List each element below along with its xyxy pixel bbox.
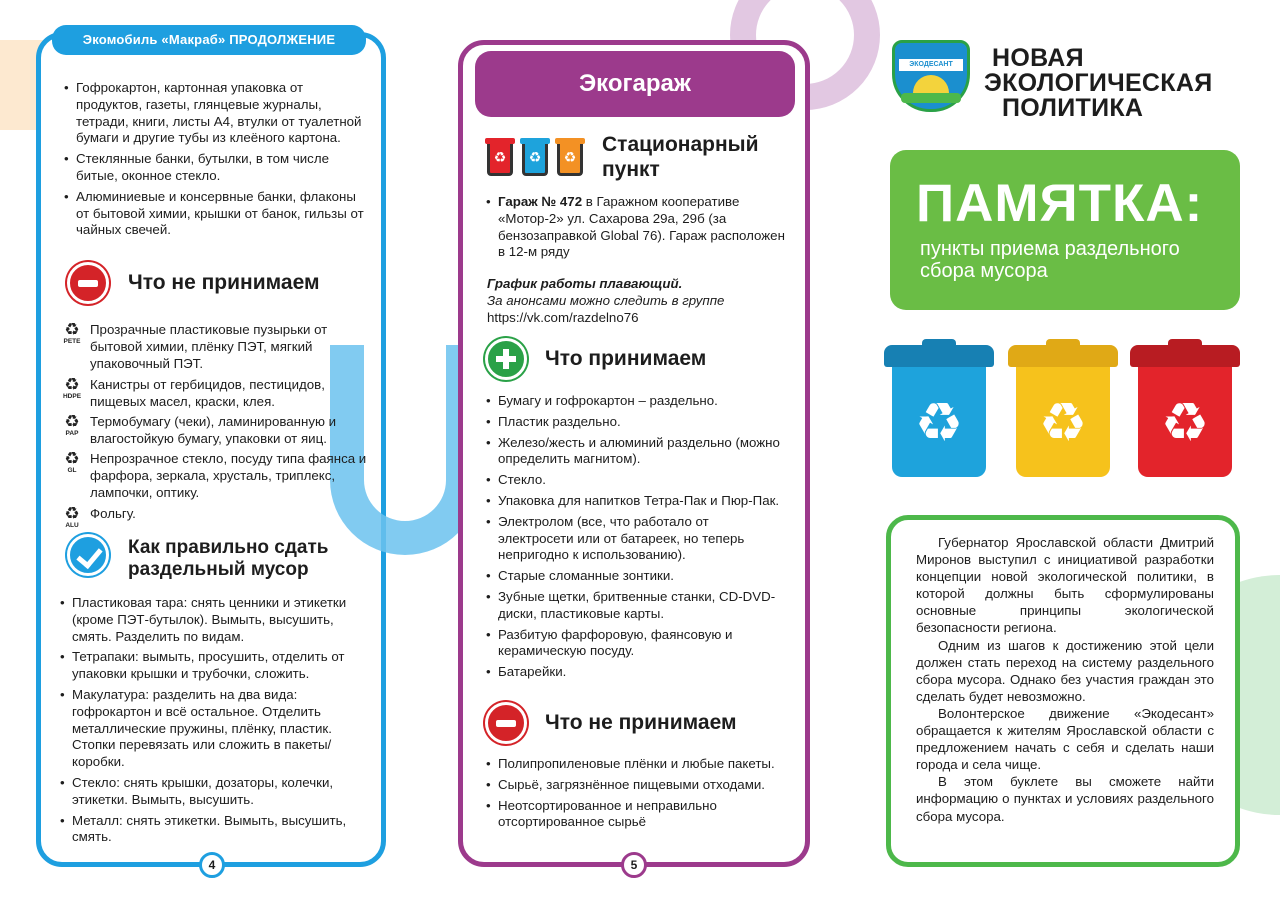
new-eco-policy-logo: НОВАЯ ЭКОЛОГИЧЕСКАЯ ПОЛИТИКА	[984, 44, 1213, 122]
list-item: • Алюминиевые и консервные банки, флаконы от бытовой химии, крышки от банок, гильзы от чайных свечей.	[64, 189, 364, 239]
page-number: 5	[621, 852, 647, 878]
page-4-tab: Экомобиль «Макраб» ПРОДОЛЖЕНИЕ	[52, 25, 366, 55]
list-item: • Стекло.	[486, 472, 786, 489]
list-item: • Бумагу и гофрокартон – раздельно.	[486, 393, 786, 410]
list-item: ♻ PAP Термобумагу (чеки), ламинированную и влагостойкую бумагу, упаковки от яиц.	[60, 413, 370, 447]
list-item: • Упаковка для напитков Тетра-Пак и Пюр-Пак.	[486, 493, 786, 510]
list-item: • Зубные щетки, бритвенные станки, CD-DVD-диски, пластиковые карты.	[486, 589, 786, 623]
section-heading-station: Стационарный пункт	[602, 133, 759, 181]
recycle-icon: ♻	[1038, 393, 1088, 453]
no-entry-icon	[67, 262, 109, 304]
about-paragraph: Волонтерское движение «Экодесант» обращается к жителям Ярославской области с предложением начать с себя и сделать наши города и села чище.	[916, 705, 1214, 773]
page-number: 4	[199, 852, 225, 878]
list-item: • Тетрапаки: вымыть, просушить, отделить от упаковки крышки и трубочки, сложить.	[60, 649, 368, 683]
reminder-banner	[890, 150, 1240, 310]
list-item: • Электролом (все, что работало от электросети или от батареек, но теперь непригодно к использованию).	[486, 514, 786, 564]
recycle-icon: ♻ PETE	[63, 320, 81, 345]
page-5-accepted-list	[486, 393, 786, 685]
list-item: • Железо/жесть и алюминий раздельно (можно определить магнитом).	[486, 435, 786, 469]
list-item: • Полипропиленовые плёнки и любые пакеты.	[486, 756, 786, 773]
list-item: • Неотсортированное и неправильно отсортированное сырьё	[486, 798, 786, 832]
check-icon	[67, 534, 109, 576]
list-item: • Сырьё, загрязнённое пищевыми отходами.	[486, 777, 786, 794]
recycle-icon: ♻	[1160, 393, 1210, 453]
list-item: • Металл: снять этикетки. Вымыть, высушить, смять.	[60, 813, 368, 847]
section-heading-howto: Как правильно сдать раздельный мусор	[128, 537, 329, 580]
no-entry-icon	[485, 702, 527, 744]
address-text: • Гараж № 472 в Гаражном кооперативе «Мотор-2» ул. Сахарова 29а, 29б (за бензозаправкой Global 76). Гараж расположен в 12-м ряду	[486, 194, 785, 260]
recycle-bin-blue-icon: ♻	[520, 138, 550, 178]
section-heading-not-accepted: Что не принимаем	[545, 711, 737, 734]
list-item: ♻ PETE Прозрачные пластиковые пузырьки от бытовой химии, плёнку ПЭТ, мягкий упаковочный ПЭТ.	[60, 321, 370, 355]
list-item: • Старые сломанные зонтики.	[486, 568, 786, 585]
section-heading-accepted: Что принимаем	[545, 347, 707, 370]
list-item: • Разбитую фарфоровую, фаянсовую и керамическую посуду.	[486, 627, 786, 661]
banner-title: ПАМЯТКА:	[916, 174, 1204, 233]
recycle-bin-red-icon: ♻	[485, 138, 515, 178]
schedule-text: График работы плавающий. За анонсами можно следить в группе https://vk.com/razdelno76	[487, 276, 787, 326]
page-5-not-accepted-list	[486, 756, 786, 835]
list-item: ♻ HDPE Канистры от гербицидов, пестицидов, пищевых масел, краски, клея.	[60, 376, 370, 410]
list-item: • Пластиковая тара: снять ценники и этикетки (кроме ПЭТ-бутылок). Вымыть, высушить, смять. Разделить по видам.	[60, 595, 368, 645]
recycle-icon: ♻ GL	[64, 449, 80, 474]
list-item: ♻ ALU Фольгу.	[60, 505, 370, 527]
list-item: • Пластик раздельно.	[486, 414, 786, 431]
vk-group-link[interactable]: https://vk.com/razdelno76	[487, 309, 639, 325]
plus-icon	[485, 338, 527, 380]
recycle-bin-yellow	[1008, 345, 1118, 477]
recycle-icon: ♻ ALU	[64, 504, 80, 529]
banner-subtitle: пункты приема раздельного сбора мусора	[920, 238, 1180, 282]
list-item: • Батарейки.	[486, 664, 786, 681]
recycle-bin-blue	[884, 345, 994, 477]
list-item: • Стеклянные банки, бутылки, в том числе битые, оконное стекло.	[64, 151, 364, 185]
about-paragraph: В этом буклете вы сможете найти информацию о пунктах и условиях раздельного сбора мусора.	[916, 774, 1214, 824]
about-paragraph: Губернатор Ярославской области Дмитрий Миронов выступил с инициативой разработки концепции новой экологической политики, в которой должны быть сформулированы основные принципы экологической безопасности региона.	[916, 535, 1214, 636]
ekodesant-logo: ЭКОДЕСАНТ	[892, 40, 970, 112]
recycle-bin-red	[1130, 345, 1240, 477]
recycle-bin-orange-icon: ♻	[555, 138, 585, 178]
section-heading-not-accepted: Что не принимаем	[128, 271, 320, 294]
about-paragraph: Одним из шагов к достижению этой цели должен стать переход на систему раздельного сбора мусора. Однако без участия граждан это сделать будет невозможно.	[916, 637, 1214, 704]
page-4-accept-list	[64, 80, 364, 243]
recycle-icon: ♻	[914, 393, 964, 453]
page-4-howto-list	[60, 595, 368, 850]
recycle-icon: ♻ PAP	[64, 412, 80, 437]
list-item: • Гофрокартон, картонная упаковка от продуктов, газеты, глянцевые журналы, тетради, книги, листы А4, втулки от туалетной бумаги и другие тубы из клеёного картона.	[64, 80, 364, 147]
page-5-tab: Экогараж	[475, 51, 795, 117]
list-item: • Стекло: снять крышки, дозаторы, колечки, этикетки. Вымыть, высушить.	[60, 775, 368, 809]
list-item: • Макулатура: разделить на два вида: гофрокартон и всё остальное. Отделить металлические пружины, плёнку, пластик. Стопки перевязать или сложить в пакеты/коробки.	[60, 687, 368, 771]
list-item: ♻ GL Непрозрачное стекло, посуду типа фаянса и фарфора, зеркала, хрусталь, триплекс, лампочки, оптику.	[60, 450, 370, 502]
recycle-icon: ♻ HDPE	[62, 375, 82, 400]
about-text	[916, 534, 1214, 825]
